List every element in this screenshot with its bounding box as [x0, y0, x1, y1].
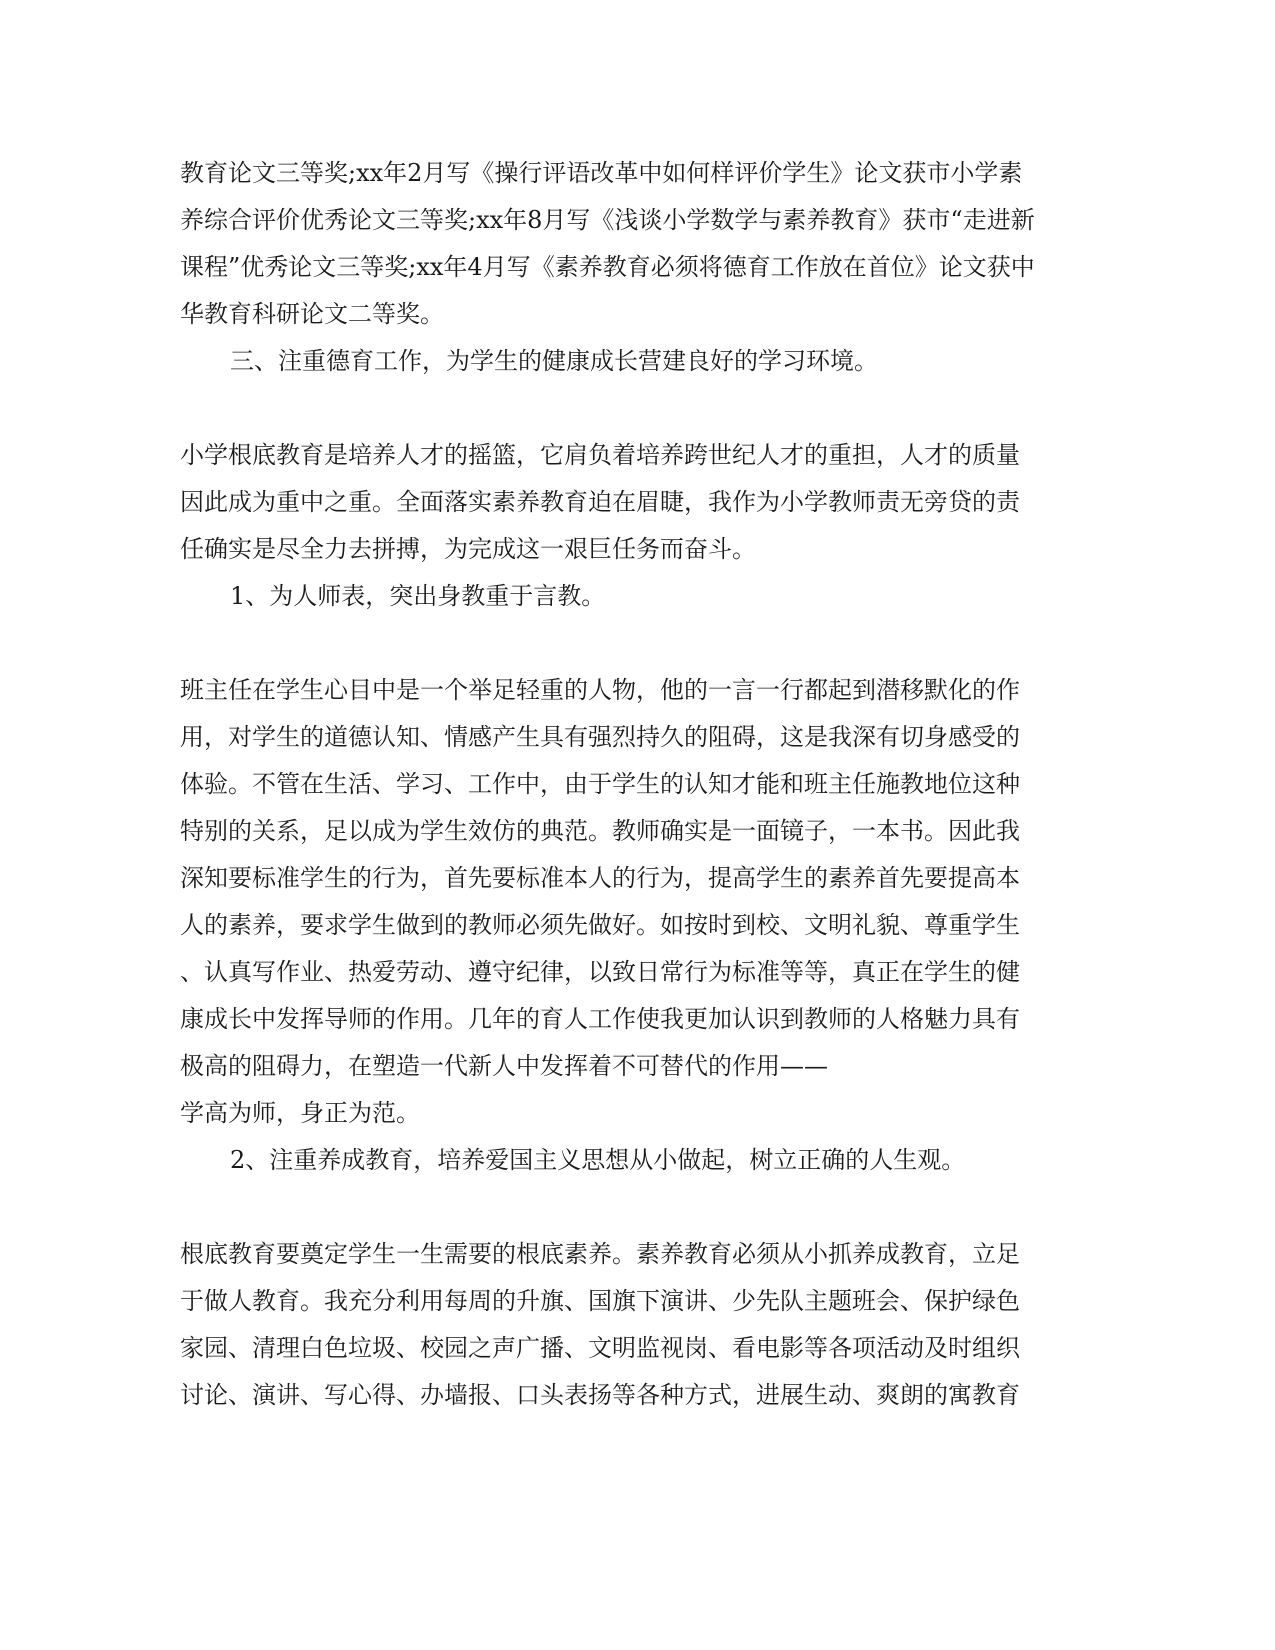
text-line: 课程”优秀论文三等奖;xx年4月写《素养教育必须将德育工作放在首位》论文获中 [180, 253, 1035, 281]
text-line: 学高为师，身正为范。 [180, 1099, 420, 1127]
text-line: 于做人教育。我充分利用每周的升旗、国旗下演讲、少先队主题班会、保护绿色 [180, 1287, 1020, 1315]
text-line: 讨论、演讲、写心得、办墙报、口头表扬等各种方式，进展生动、爽朗的寓教育 [180, 1381, 1020, 1409]
section-heading-moral-education: 三、注重德育工作，为学生的健康成长营建良好的学习环境。 [230, 347, 878, 375]
text-line: 特别的关系，足以成为学生效仿的典范。教师确实是一面镜子，一本书。因此我 [180, 817, 1020, 845]
paragraph-awards [180, 150, 1040, 338]
paragraph-spacer [180, 1184, 1040, 1231]
text-line: 小学根底教育是培养人才的摇篮，它肩负着培养跨世纪人才的重担，人才的质量 [180, 441, 1020, 469]
text-line: 华教育科研论文二等奖。 [180, 300, 444, 328]
paragraph-basic-education [180, 432, 1040, 573]
text-line: 康成长中发挥导师的作用。几年的育人工作使我更加认识到教师的人格魅力具有 [180, 1005, 1020, 1033]
text-line: 养综合评价优秀论文三等奖;xx年8月写《浅谈小学数学与素养教育》获市“走进新 [180, 206, 1035, 234]
document-body [180, 150, 1040, 1419]
paragraph-spacer [180, 385, 1040, 432]
subheading-lead-by-example: 1、为人师表，突出身教重于言教。 [230, 582, 606, 610]
text-line: 根底教育要奠定学生一生需要的根底素养。素养教育必须从小抓养成教育，立足 [180, 1240, 1020, 1268]
text-line: 家园、清理白色垃圾、校园之声广播、文明监视岗、看电影等各项活动及时组织 [180, 1334, 1020, 1362]
text-line: 因此成为重中之重。全面落实素养教育迫在眉睫，我作为小学教师责无旁贷的责 [180, 488, 1020, 516]
text-line: 、认真写作业、热爱劳动、遵守纪律，以致日常行为标准等等，真正在学生的健 [180, 958, 1020, 986]
paragraph-head-teacher [180, 667, 1040, 1137]
text-line: 极高的阻碍力，在塑造一代新人中发挥着不可替代的作用—— [180, 1052, 828, 1080]
subheading-habit-education: 2、注重养成教育，培养爱国主义思想从小做起，树立正确的人生观。 [230, 1146, 966, 1174]
text-line: 人的素养，要求学生做到的教师必须先做好。如按时到校、文明礼貌、尊重学生 [180, 911, 1020, 939]
text-line: 深知要标准学生的行为，首先要标准本人的行为，提高学生的素养首先要提高本 [180, 864, 1020, 892]
text-line: 体验。不管在生活、学习、工作中，由于学生的认知才能和班主任施教地位这种 [180, 770, 1020, 798]
text-line: 任确实是尽全力去拼搏，为完成这一艰巨任务而奋斗。 [180, 535, 756, 563]
text-line: 用，对学生的道德认知、情感产生具有强烈持久的阻碍，这是我深有切身感受的 [180, 723, 1020, 751]
paragraph-spacer [180, 620, 1040, 667]
text-line: 班主任在学生心目中是一个举足轻重的人物，他的一言一行都起到潜移默化的作 [180, 676, 1020, 704]
text-line: 教育论文三等奖;xx年2月写《操行评语改革中如何样评价学生》论文获市小学素 [180, 159, 1023, 187]
paragraph-foundation-education [180, 1231, 1040, 1419]
